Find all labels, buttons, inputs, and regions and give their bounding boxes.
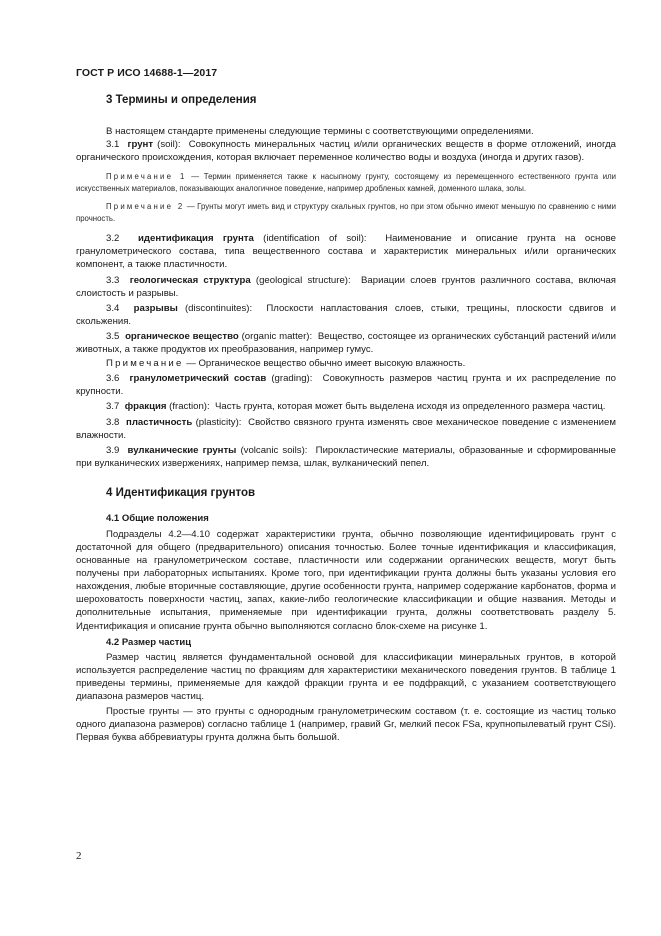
note-3: Примечание — Органическое вещество обычно имеет высокую влажность. <box>106 358 466 370</box>
section-3-title: 3 Термины и определения <box>106 94 257 106</box>
term-3-5: 3.5 органическое вещество (organic matter): Вещество, состоящее из органических субстанций растений и/или животных, а также продуктов их преобразования, например гумус. <box>76 330 616 356</box>
page-content <box>76 92 616 744</box>
subsection-4-2-text-2: Простые грунты — это грунты с однородным гранулометрическим составом (т. е. состоящие из частиц только одного диапазона размеров) согласно таблице 1 (например, гравий Gr, мелкий песок FSa, крупнопылеватый грунт CSi). Первая буква аббревиатуры грунта должна быть большой. <box>76 706 616 744</box>
term-3-9: 3.9 вулканические грунты (volcanic soils): Пирокластические материалы, образованные и сформированные при вулканических извержениях, например пемза, шлак, вулканический пепел. <box>76 444 616 469</box>
section-3-intro: В настоящем стандарте применены следующие термины с соответствующими определениями. <box>106 126 534 137</box>
document-header: ГОСТ Р ИСО 14688-1—2017 <box>76 67 218 79</box>
term-3-7: 3.7 фракция (fraction): Часть грунта, которая может быть выделена исходя из определенного размера частиц. <box>106 401 606 413</box>
note-1: Примечание 1 — Термин применяется также к насыпному грунту, состоящему из перемещенного естественного грунта или искусственных материалов, показывающих аналогичное поведение, например дробленых камней, доменного шлака, золы. <box>76 172 616 193</box>
term-3-2: 3.2 идентификация грунта (identification of soil): Наименование и описание грунта на основе гранулометрического состава, типа вещественного состава и характеристик минеральных и/или органических компонент, а также пластичности. <box>76 233 616 271</box>
page-number: 2 <box>76 850 82 862</box>
term-3-3: 3.3 геологическая структура (geological structure): Вариации слоев грунтов различного состава, включая слоистость и разрывы. <box>76 274 616 299</box>
note-2: Примечание 2 — Грунты могут иметь вид и структуру скальных грунтов, но при этом обычно имеют меньшую по сравнению с ними прочность. <box>76 202 616 223</box>
subsection-4-1-text: Подразделы 4.2—4.10 содержат характеристики грунта, обычно позволяющие идентифицировать грунт с достаточной для общего (предварительного) описания точностью. Более точные идентификация и классификация, основанные на гранулометрическом составе, пластичности или содержании органических веществ, могут быть получены при лабораторных испытаниях. Кроме того, при идентификации грунта должны быть указаны условия его нахождения, любые вторичные составляющие, другие особенности грунта, например содержание карбонатов, форма и шероховатость поверхности частиц, запах, какие-либо геологические классификации и общие названия. Методы и дополнительные испытания, применяемые при идентификации грунта, должны соответствовать разделу 5. Идентификация и описание грунта обычно выполняются согласно блок-схеме на рисунке 1. <box>76 528 616 632</box>
term-3-4: 3.4 разрывы (discontinuites): Плоскости напластования слоев, стыки, трещины, плоскости сдвигов и скольжения. <box>76 302 617 327</box>
term-3-1: 3.1 грунт (soil): Совокупность минеральных частиц и/или органических веществ в форме отложений, иногда органического происхождения, которая включает переменное количество воды и воздуха (иногда и других газов). <box>76 139 616 164</box>
subsection-4-1-title: 4.1 Общие положения <box>106 512 209 524</box>
term-3-6: 3.6 гранулометрический состав (grading): Совокупность размеров частиц грунта и их распределение по крупности. <box>76 373 616 398</box>
term-3-8: 3.8 пластичность (plasticity): Свойство связного грунта изменять свое механическое поведение с изменением влажности. <box>76 416 616 441</box>
subsection-4-2-text-1: Размер частиц является фундаментальной основой для классификации минеральных грунтов, в которой используется распределение частиц по фракциям для характеристики механического поведения грунтов. В таблице 1 приведены термины, применяемые для каждой фракции грунта и ее подфракций, с указанием соответствующего диапазона размеров частиц. <box>76 651 616 702</box>
subsection-4-2-title: 4.2 Размер частиц <box>106 636 192 648</box>
section-4-title: 4 Идентификация грунтов <box>106 486 256 499</box>
